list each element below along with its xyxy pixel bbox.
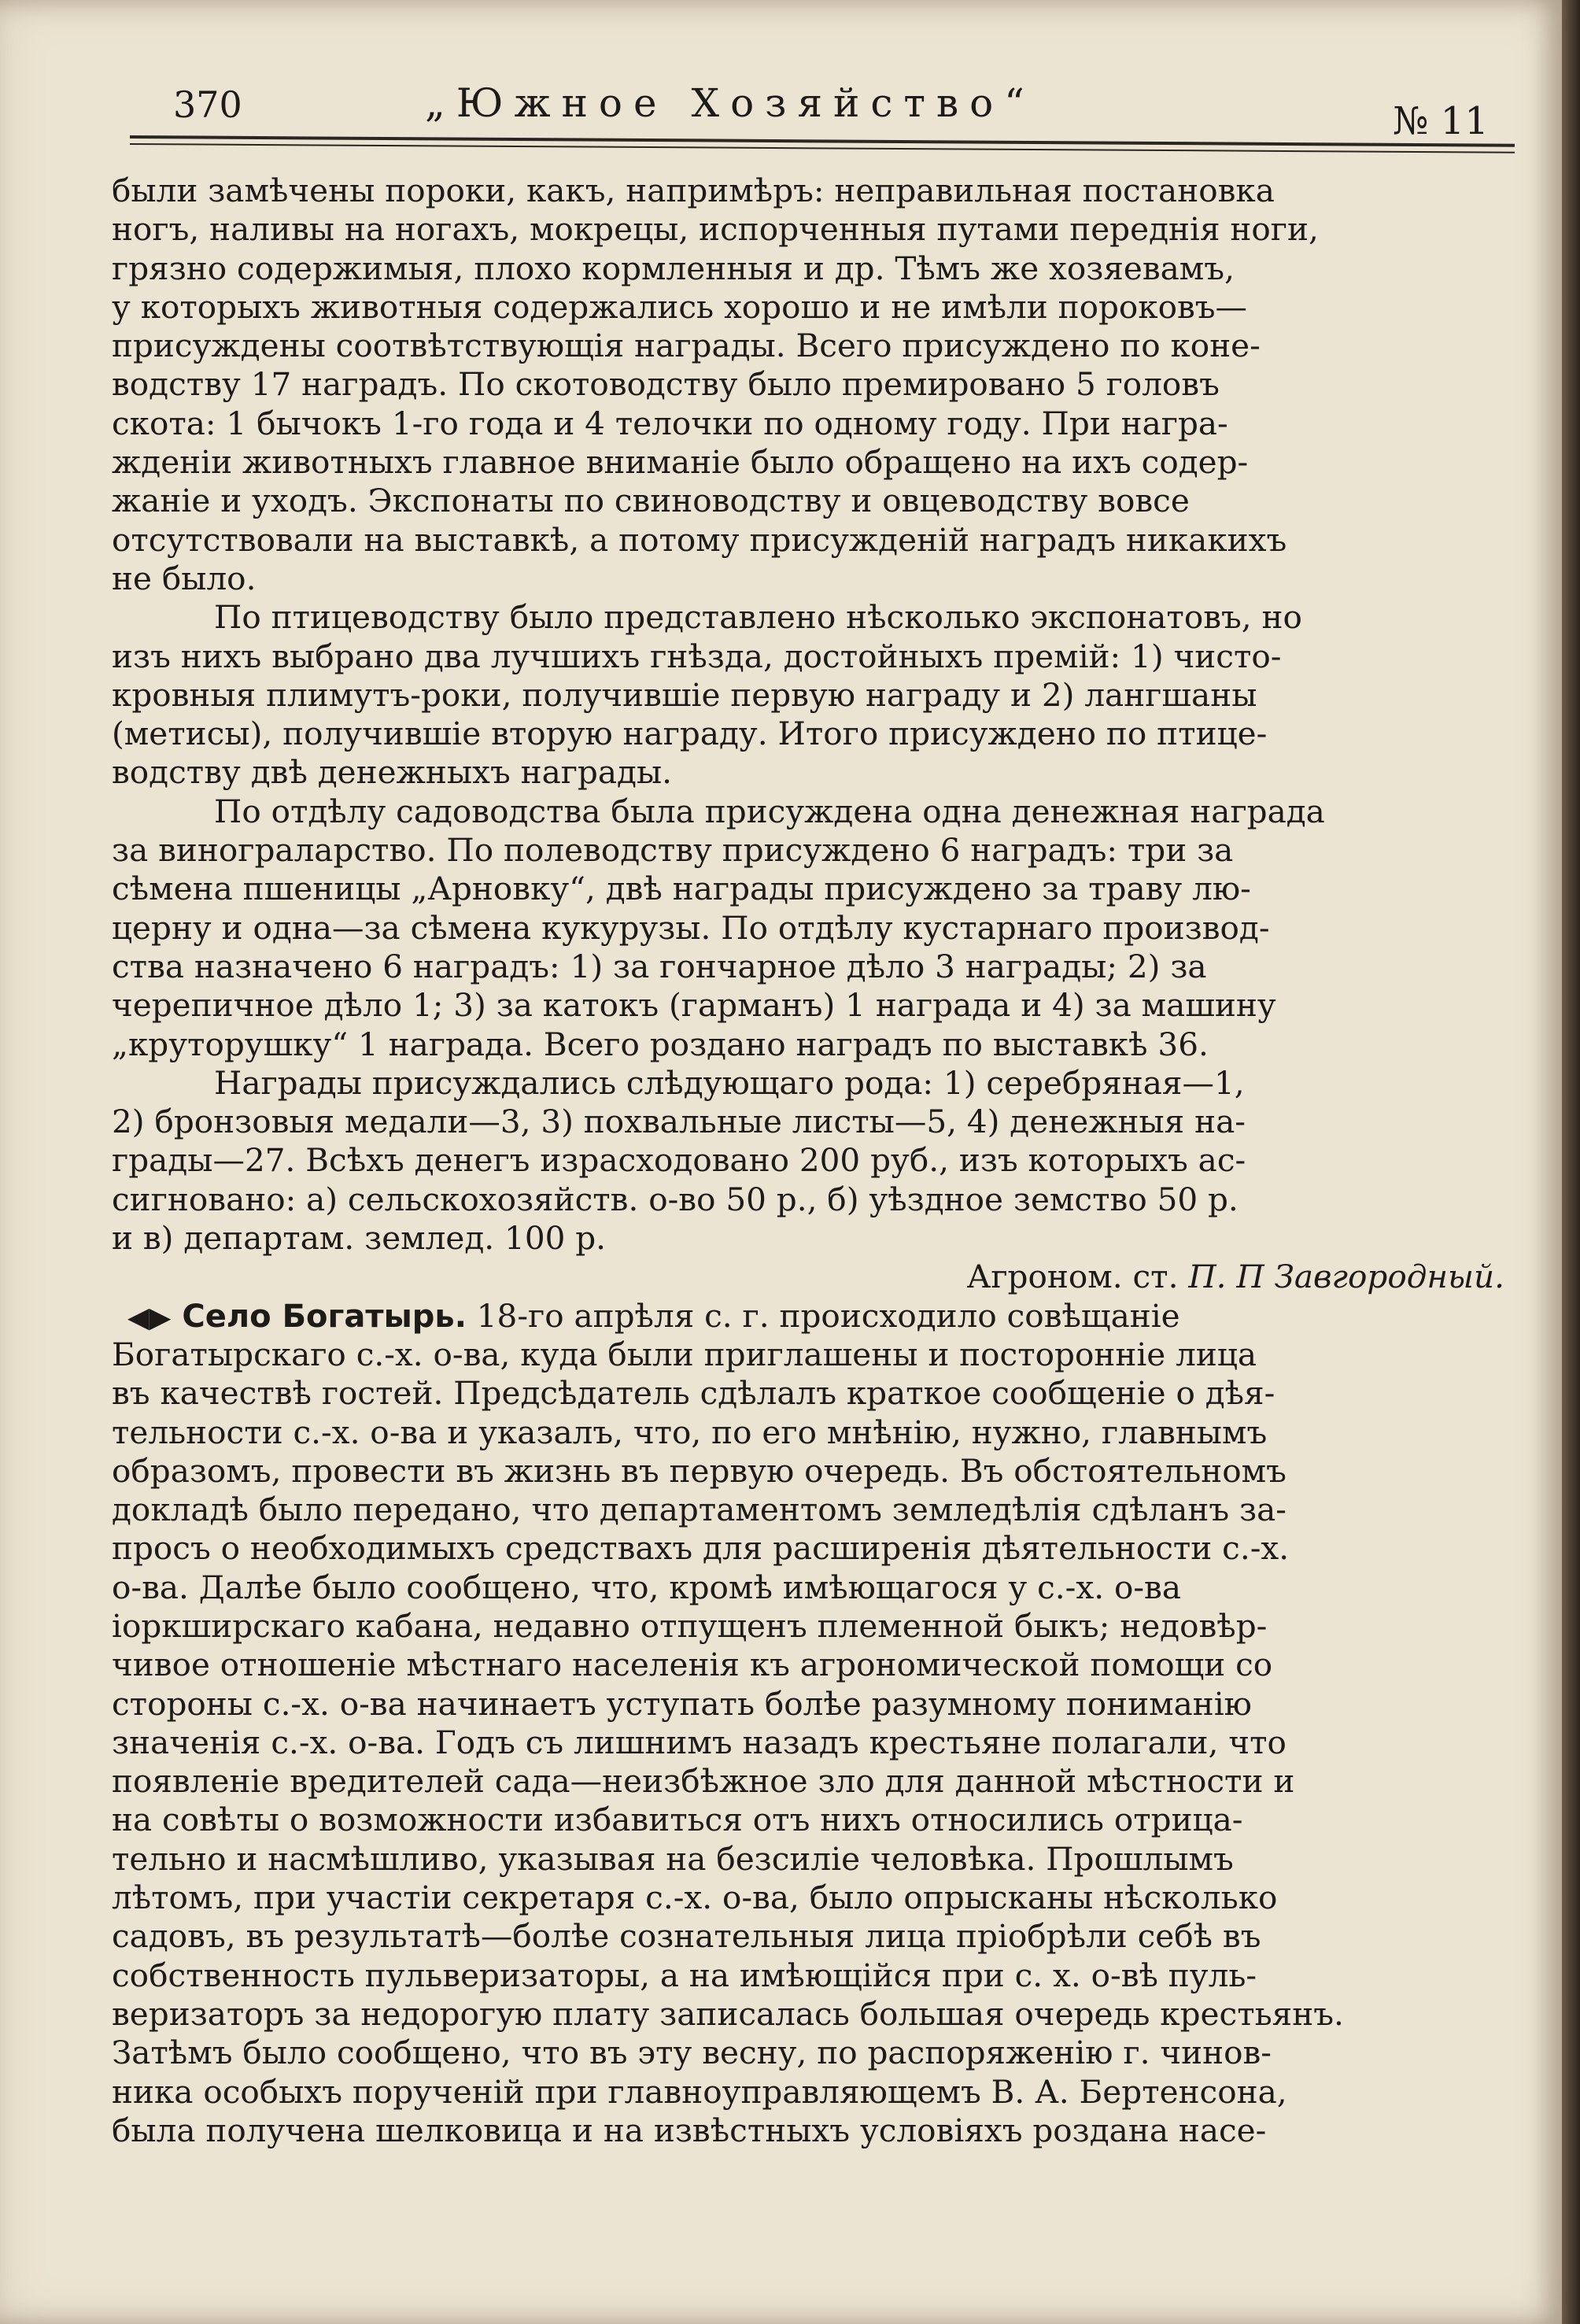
- text-line: чивое отношеніе мѣстнаго населенія къ агрономической помощи со: [112, 1646, 1273, 1684]
- author-signature: [112, 1258, 1552, 1296]
- issue-number: № 11: [1393, 99, 1489, 143]
- text-line: Награды присуждались слѣдующаго рода: 1) серебряная—1,: [214, 1063, 1245, 1102]
- text-line: лѣтомъ, при участіи секретаря с.-х. о-ва, было опрысканы нѣсколько: [112, 1879, 1278, 1917]
- text-line: тельно и насмѣшливо, указывая на безсиліе человѣка. Прошлымъ: [112, 1839, 1234, 1878]
- text-line: іоркширскаго кабана, недавно отпущенъ племенной быкъ; недовѣр-: [112, 1606, 1268, 1645]
- text-line: сигновано: а) сельскохозяйств. о-во 50 р., б) уѣздное земство 50 р.: [112, 1180, 1239, 1218]
- text-line: о-ва. Далѣе было сообщено, что, кромѣ имѣющагося у с.-х. о-ва: [112, 1568, 1181, 1606]
- text-line: Затѣмъ было сообщено, что въ эту весну, по распоряженію г. чинов-: [112, 2034, 1272, 2072]
- page-edge-shadow: [1562, 0, 1580, 2324]
- text-line: стороны с.-х. о-ва начинаетъ уступать болѣе разумному пониманію: [112, 1684, 1252, 1723]
- text-line: и в) департам. землед. 100 р.: [112, 1219, 607, 1258]
- text-line: не было.: [112, 559, 257, 597]
- text-line: ника особыхъ порученій при главноуправляющемъ В. А. Бертенсона,: [112, 2072, 1287, 2111]
- journal-title: „Южное Хозяйство“: [425, 80, 1035, 126]
- text-line: церну и одна—за сѣмена кукурузы. По отдѣлу кустарнаго производ-: [112, 908, 1270, 947]
- text-line: жденіи животныхъ главное вниманіе было обращено на ихъ содер-: [112, 443, 1249, 482]
- text-line: По отдѣлу садоводства была присуждена одна денежная награда: [214, 792, 1325, 830]
- text-line: садовъ, въ результатѣ—болѣе сознательныя лица пріобрѣли себѣ въ: [112, 1917, 1261, 1956]
- text-line: докладѣ было передано, что департаментомъ земледѣлія сдѣланъ за-: [112, 1491, 1287, 1529]
- text-line: кровныя плимутъ-роки, получившіе первую награду и 2) лангшаны: [112, 675, 1257, 714]
- text-line: на совѣты о возможности избавиться отъ нихъ относились отрица-: [112, 1801, 1243, 1839]
- text-line: сѣмена пшеницы „Арновку“, двѣ награды присуждено за траву лю-: [112, 870, 1251, 908]
- signature-prefix: Агроном. ст.: [966, 1258, 1179, 1296]
- text-line: ногъ, наливы на ногахъ, мокрецы, испорченныя путами переднія ноги,: [112, 210, 1319, 249]
- text-line: изъ нихъ выбрано два лучшихъ гнѣзда, достойныхъ премій: 1) чисто-: [112, 637, 1282, 675]
- text-line: скота: 1 бычокъ 1-го года и 4 телочки по одному году. При награ-: [112, 404, 1228, 442]
- text-line: образомъ, провести въ жизнь въ первую очередь. Въ обстоятельномъ: [112, 1451, 1287, 1490]
- text-line: появленіе вредителей сада—неизбѣжное зло для данной мѣстности и: [112, 1762, 1295, 1801]
- page-number: 370: [173, 83, 242, 126]
- text-line: 2) бронзовыя медали—3, 3) похвальные листы—5, 4) денежныя на-: [112, 1103, 1246, 1141]
- text-line: жаніе и уходъ. Экспонаты по свиноводству и овцеводству вовсе: [112, 482, 1190, 520]
- text-line: Богатырскаго с.-х. о-ва, куда были приглашены и посторонніе лица: [112, 1335, 1257, 1373]
- text-line: у которыхъ животныя содержались хорошо и не имѣли пороковъ—: [112, 287, 1248, 326]
- text-line: отсутствовали на выставкѣ, а потому присужденій наградъ никакихъ: [112, 520, 1287, 559]
- text-line: тельности с.-х. о-ва и указалъ, что, по его мнѣнію, нужно, главнымъ: [112, 1413, 1268, 1451]
- text-line: значенія с.-х. о-ва. Годъ съ лишнимъ назадъ крестьяне полагали, что: [112, 1723, 1287, 1761]
- text-line: (метисы), получившіе вторую награду. Итого присуждено по птице-: [112, 715, 1268, 753]
- section-title: Село Богатырь.: [182, 1298, 467, 1335]
- text-line: черепичное дѣло 1; 3) за катокъ (гарманъ) 1 награда и 4) за машину: [112, 986, 1276, 1025]
- text-line: за винограларство. По полеводству присуждено 6 наградъ: три за: [112, 831, 1234, 870]
- text-line: просъ о необходимыхъ средствахъ для расширенія дѣятельности с.-х.: [112, 1529, 1290, 1568]
- text-line: водству 17 наградъ. По скотоводству было премировано 5 головъ: [112, 365, 1220, 404]
- text-line: По птицеводству было представлено нѣсколько экспонатовъ, но: [214, 598, 1302, 637]
- text-line: ства назначено 6 наградъ: 1) за гончарное дѣло 3 награды; 2) за: [112, 947, 1207, 985]
- section-first-line: [112, 1297, 1552, 1336]
- text-line: грязно содержимыя, плохо кормленныя и др. Тѣмъ же хозяевамъ,: [112, 249, 1235, 287]
- text-line: 18-го апрѣля с. г. происходило совѣщаніе: [476, 1296, 1180, 1335]
- text-line: присуждены соотвѣтствующія награды. Всего присуждено по коне-: [112, 327, 1261, 365]
- text-line: веризаторъ за недорогую плату записалась большая очередь крестьянъ.: [112, 1994, 1344, 2033]
- text-line: „круторушку“ 1 награда. Всего роздано наградъ по выставкѣ 36.: [112, 1025, 1209, 1063]
- text-line: собственность пульверизаторы, а на имѣющійся при с. х. о-вѣ пуль-: [112, 1956, 1257, 1994]
- double-arrow-icon: ◀▶: [127, 1301, 172, 1334]
- page-header: [157, 77, 1526, 143]
- text-line: были замѣчены пороки, какъ, напримѣръ: неправильная постановка: [112, 172, 1275, 209]
- text-line: была получена шелковица и на извѣстныхъ условіяхъ роздана насе-: [112, 2111, 1267, 2149]
- text-line: грады—27. Всѣхъ денегъ израсходовано 200 руб., изъ которыхъ ас-: [112, 1141, 1246, 1180]
- text-line: водству двѣ денежныхъ награды.: [112, 753, 673, 792]
- article-text: [112, 172, 1552, 2150]
- signature-name: П. П Завгородный.: [1188, 1258, 1504, 1296]
- text-line: въ качествѣ гостей. Предсѣдатель сдѣлалъ краткое сообщеніе о дѣя-: [112, 1374, 1275, 1413]
